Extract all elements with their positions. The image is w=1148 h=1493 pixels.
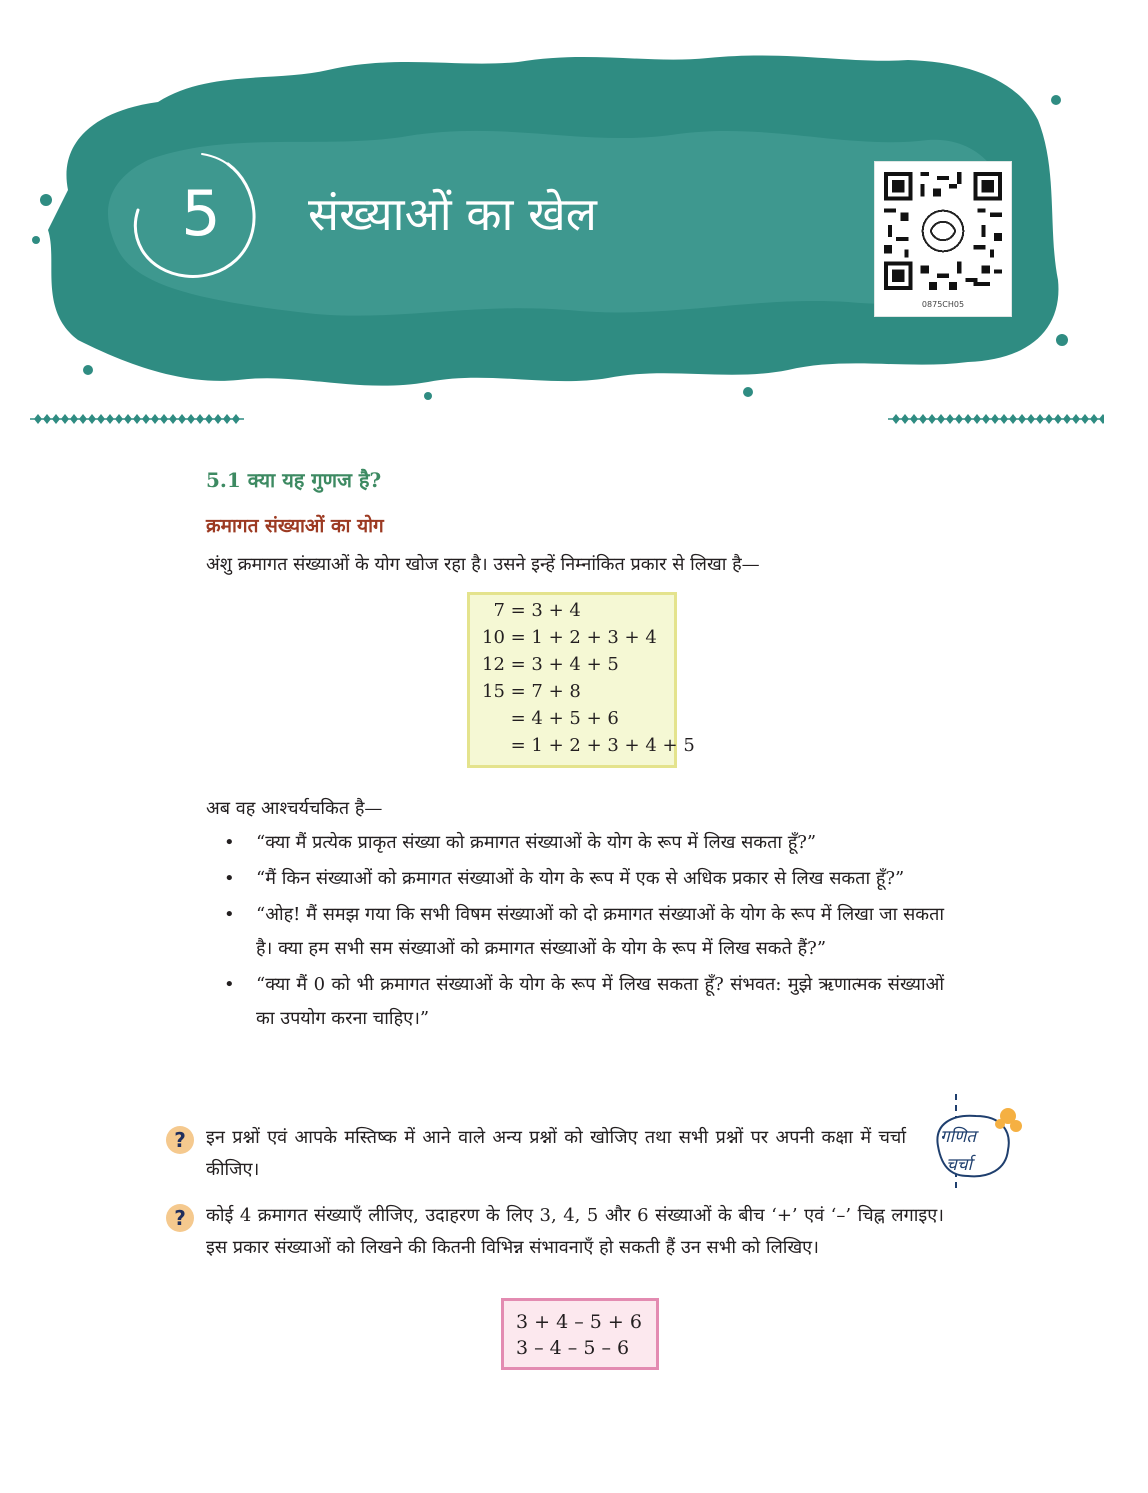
section-heading: 5.1 क्या यह गुणज है? bbox=[206, 468, 382, 492]
discussion-badge-line1: गणित bbox=[940, 1127, 976, 1147]
divider-leaf bbox=[34, 414, 42, 424]
sum-line: = 1 + 2 + 3 + 4 + 5 bbox=[482, 735, 695, 756]
plus-minus-example-box bbox=[501, 1298, 659, 1370]
divider-leaf bbox=[1027, 414, 1035, 424]
math-discussion-badge bbox=[928, 1094, 1024, 1190]
list-item bbox=[224, 862, 944, 896]
subheading: क्रमागत संख्याओं का योग bbox=[206, 515, 384, 537]
divider-leaf bbox=[205, 414, 213, 424]
divider-leaf bbox=[70, 414, 78, 424]
divider-leaf bbox=[1009, 414, 1017, 424]
questions-list bbox=[224, 826, 944, 1038]
example-line: 3 + 4 – 5 + 6 bbox=[516, 1311, 642, 1333]
decorative-divider-right bbox=[888, 412, 1104, 426]
question-mark-icon: ? bbox=[166, 1126, 194, 1154]
sum-line: 10 = 1 + 2 + 3 + 4 bbox=[482, 627, 657, 648]
divider-leaf bbox=[124, 414, 132, 424]
divider-leaf bbox=[1036, 414, 1044, 424]
qr-caption: 0875CH05 bbox=[921, 300, 965, 309]
divider-leaf bbox=[1018, 414, 1026, 424]
divider-leaf bbox=[1081, 414, 1089, 424]
list-item bbox=[224, 968, 944, 1036]
divider-leaf bbox=[97, 414, 105, 424]
divider-leaf bbox=[901, 414, 909, 424]
divider-leaf bbox=[1090, 414, 1098, 424]
bullet-icon: • bbox=[224, 974, 235, 995]
divider-leaf bbox=[79, 414, 87, 424]
list-item-text: “क्या मैं प्रत्येक प्राकृत संख्या को क्रमागत संख्याओं के योग के रूप में लिख सकता हूँ?” bbox=[256, 832, 817, 853]
divider-leaf bbox=[1054, 414, 1062, 424]
sum-line: 15 = 7 + 8 bbox=[482, 681, 581, 702]
intro-paragraph: अंशु क्रमागत संख्याओं के योग खोज रहा है। उसने इन्हें निम्नांकित प्रकार से लिखा है— bbox=[206, 554, 760, 575]
divider-leaf bbox=[919, 414, 927, 424]
divider-leaf bbox=[142, 414, 150, 424]
divider-leaf bbox=[187, 414, 195, 424]
divider-leaf bbox=[151, 414, 159, 424]
divider-leaf bbox=[991, 414, 999, 424]
list-item-text: “क्या मैं 0 को भी क्रमागत संख्याओं के योग के रूप में लिख सकता हूँ? संभवत: मुझे ऋणात्मक संख्याओं का उपयोग करना चाहिए।” bbox=[256, 974, 944, 1029]
wonder-paragraph: अब वह आश्चर्यचकित है— bbox=[206, 798, 383, 819]
divider-leaf bbox=[52, 414, 60, 424]
qr-code-panel[interactable] bbox=[875, 162, 1011, 316]
divider-leaf bbox=[106, 414, 114, 424]
divider-leaf bbox=[232, 414, 240, 424]
divider-leaf bbox=[1000, 414, 1008, 424]
divider-leaf bbox=[43, 414, 51, 424]
divider-leaf bbox=[115, 414, 123, 424]
divider-leaf bbox=[892, 414, 900, 424]
list-item bbox=[224, 898, 944, 966]
example-line: 3 – 4 – 5 – 6 bbox=[516, 1337, 630, 1359]
consecutive-sums-box bbox=[467, 592, 695, 768]
divider-leaf bbox=[955, 414, 963, 424]
list-item bbox=[224, 826, 944, 860]
divider-leaf bbox=[964, 414, 972, 424]
bullet-icon: • bbox=[224, 904, 235, 925]
qr-code-icon bbox=[884, 172, 1002, 290]
sum-line: = 4 + 5 + 6 bbox=[482, 708, 619, 729]
divider-leaf bbox=[982, 414, 990, 424]
discussion-badge-line2: चर्चा bbox=[946, 1155, 972, 1175]
divider-leaf bbox=[61, 414, 69, 424]
chapter-title: संख्याओं का खेल bbox=[308, 187, 597, 241]
exercise-prompt: कोई 4 क्रमागत संख्याएँ लीजिए, उदाहरण के लिए 3, 4, 5 और 6 संख्याओं के बीच ‘+’ एवं ‘–’ चिह्न लगाइए। इस प्रकार संख्याओं को लिखने की कितनी विभिन्न संभावनाएँ हो सकती हैं उन सभी को लिखिए। bbox=[206, 1205, 944, 1258]
divider-leaf bbox=[223, 414, 231, 424]
question-mark-icon: ? bbox=[166, 1204, 194, 1232]
sum-line: 7 = 3 + 4 bbox=[482, 600, 581, 621]
decorative-divider-left bbox=[30, 412, 244, 426]
divider-leaf bbox=[196, 414, 204, 424]
discussion-prompt: इन प्रश्नों एवं आपके मस्तिष्क में आने वाले अन्य प्रश्नों को खोजिए तथा सभी प्रश्नों पर अपनी कक्षा में चर्चा कीजिए। bbox=[206, 1127, 906, 1180]
sum-line: 12 = 3 + 4 + 5 bbox=[482, 654, 619, 675]
list-item-text: “ओह! मैं समझ गया कि सभी विषम संख्याओं को दो क्रमागत संख्याओं के योग के रूप में लिखा जा सकता है। क्या हम सभी सम संख्याओं को क्रमागत संख्याओं के योग के रूप में लिख सकते हैं?” bbox=[256, 904, 944, 959]
divider-leaf bbox=[169, 414, 177, 424]
bullet-icon: • bbox=[224, 832, 235, 853]
divider-leaf bbox=[973, 414, 981, 424]
chapter-number: 5 bbox=[181, 177, 221, 250]
divider-leaf bbox=[1099, 414, 1104, 424]
divider-leaf bbox=[937, 414, 945, 424]
divider-leaf bbox=[946, 414, 954, 424]
divider-leaf bbox=[214, 414, 222, 424]
list-item-text: “मैं किन संख्याओं को क्रमागत संख्याओं के योग के रूप में एक से अधिक प्रकार से लिख सकता हूँ?” bbox=[256, 868, 905, 889]
divider-leaf bbox=[928, 414, 936, 424]
divider-leaf bbox=[910, 414, 918, 424]
bullet-icon: • bbox=[224, 868, 235, 889]
divider-leaf bbox=[1072, 414, 1080, 424]
divider-leaf bbox=[88, 414, 96, 424]
divider-leaf bbox=[178, 414, 186, 424]
divider-leaf bbox=[160, 414, 168, 424]
divider-leaf bbox=[1063, 414, 1071, 424]
divider-leaf bbox=[1045, 414, 1053, 424]
divider-leaf bbox=[133, 414, 141, 424]
